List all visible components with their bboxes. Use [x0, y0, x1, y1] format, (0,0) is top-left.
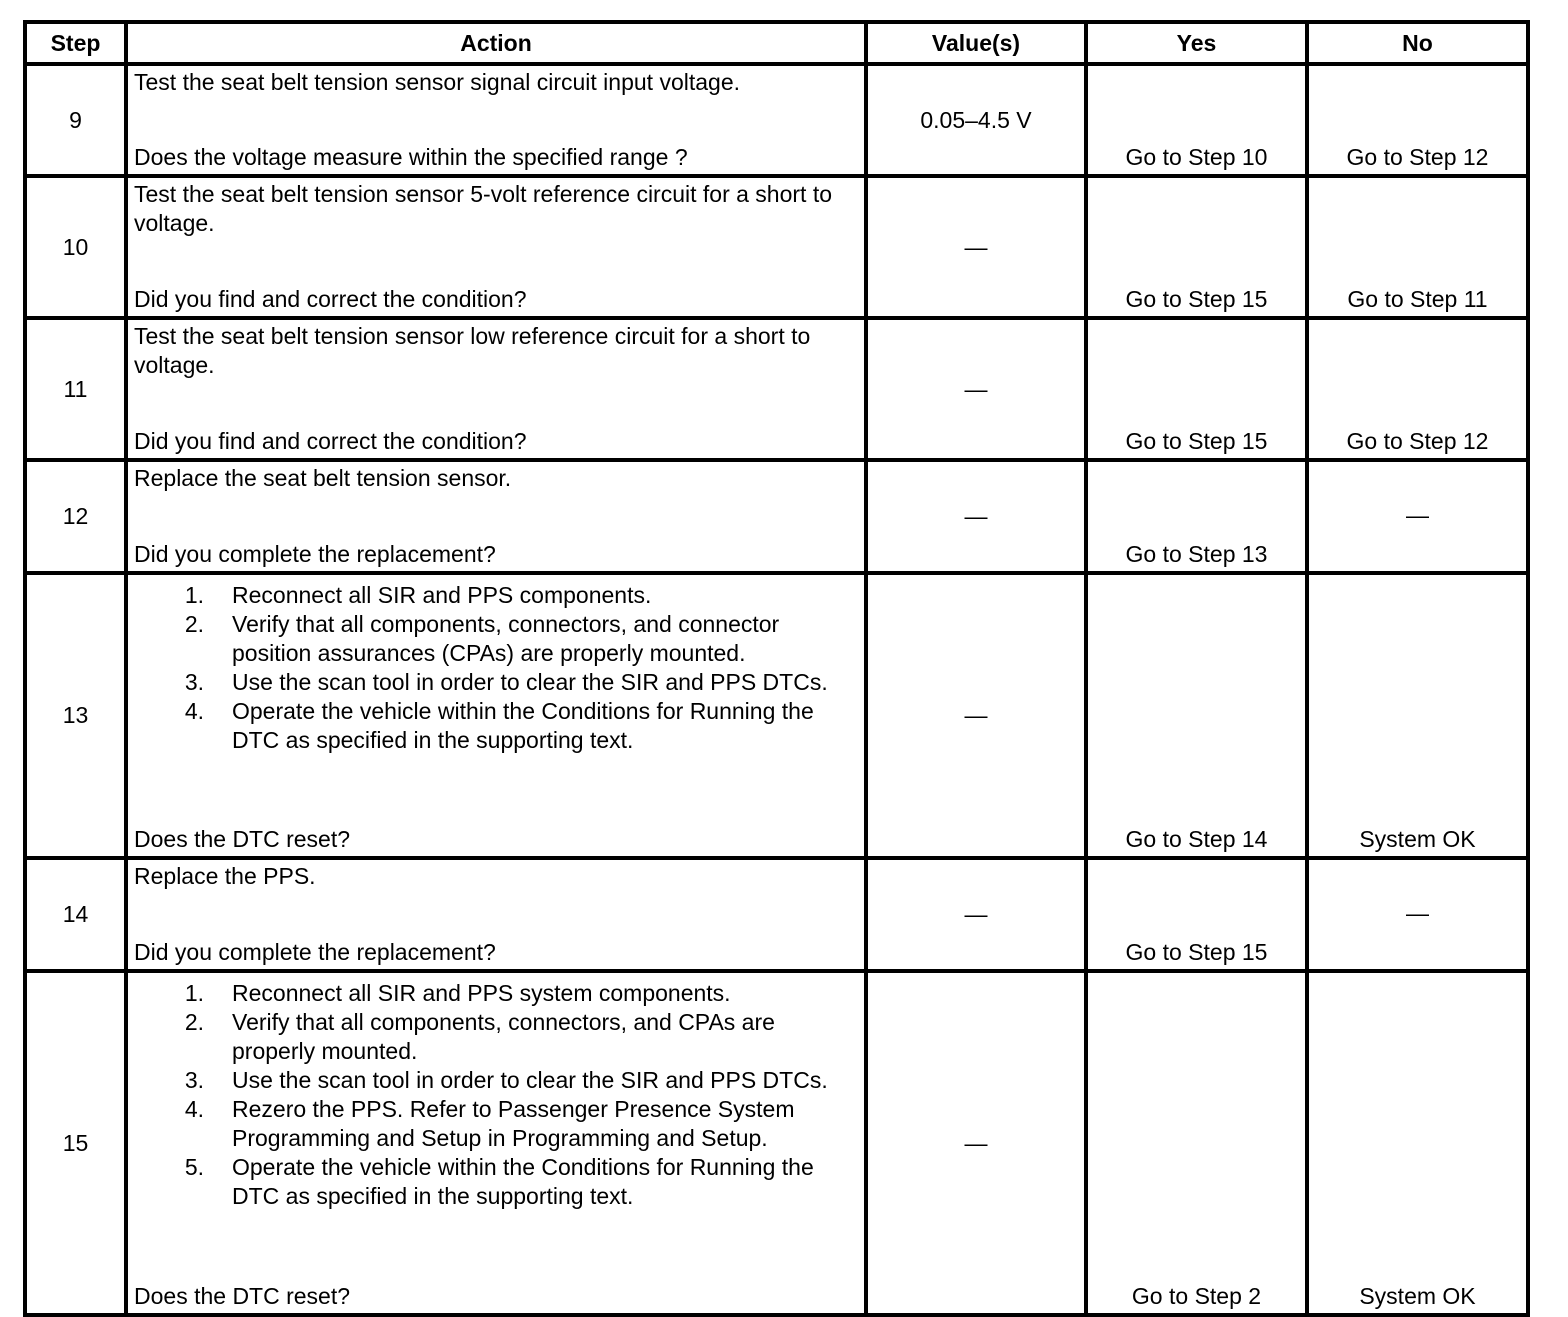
no-result: — — [1307, 460, 1528, 573]
no-result: — — [1307, 858, 1528, 971]
table-row — [25, 318, 1528, 460]
header-value: Value(s) — [866, 22, 1086, 64]
action-cell — [126, 971, 866, 1315]
procedure-list — [134, 979, 856, 1211]
yes-result: Go to Step 14 — [1086, 573, 1307, 858]
procedure-list — [134, 581, 856, 755]
list-item-text: Reconnect all SIR and PPS components. — [232, 582, 652, 608]
yes-result: Go to Step 13 — [1086, 460, 1307, 573]
step-number: 9 — [25, 64, 126, 176]
list-item-number: 4. — [184, 698, 204, 724]
no-result: System OK — [1307, 971, 1528, 1315]
action-cell — [126, 318, 866, 460]
list-item — [134, 581, 856, 610]
list-item-number: 2. — [184, 1009, 204, 1035]
list-item-number: 1. — [184, 582, 204, 608]
action-text: Replace the seat belt tension sensor. — [134, 465, 512, 491]
list-item-text: Verify that all components, connectors, and connector position assurances (CPAs) are properly mounted. — [232, 611, 780, 666]
action-cell — [126, 858, 866, 971]
header-row — [25, 22, 1528, 64]
no-result: Go to Step 12 — [1307, 64, 1528, 176]
action-text: Test the seat belt tension sensor 5-volt reference circuit for a short to voltage. — [134, 181, 833, 236]
action-question: Did you complete the replacement? — [134, 939, 496, 965]
list-item-number: 3. — [184, 1067, 204, 1093]
list-item-number: 3. — [184, 669, 204, 695]
list-item — [134, 1066, 856, 1095]
no-result: Go to Step 12 — [1307, 318, 1528, 460]
list-item-number: 4. — [184, 1096, 204, 1122]
step-number: 14 — [25, 858, 126, 971]
list-item-text: Verify that all components, connectors, and CPAs are properly mounted. — [232, 1009, 775, 1064]
list-item-number: 1. — [184, 980, 204, 1006]
table-row — [25, 971, 1528, 1315]
list-item — [134, 668, 856, 697]
action-question: Did you find and correct the condition? — [134, 286, 527, 312]
yes-result: Go to Step 15 — [1086, 318, 1307, 460]
list-item-text: Use the scan tool in order to clear the SIR and PPS DTCs. — [232, 669, 828, 695]
action-question: Does the voltage measure within the specified range ? — [134, 144, 688, 170]
action-text: Replace the PPS. — [134, 863, 316, 889]
header-no: No — [1307, 22, 1528, 64]
action-question: Does the DTC reset? — [134, 1283, 351, 1309]
list-item-text: Operate the vehicle within the Conditions for Running the DTC as specified in the supporting text. — [232, 1154, 814, 1209]
table-row — [25, 858, 1528, 971]
value-cell: — — [866, 971, 1086, 1315]
action-question: Did you complete the replacement? — [134, 541, 496, 567]
list-item — [134, 979, 856, 1008]
list-item — [134, 1153, 856, 1211]
yes-result: Go to Step 15 — [1086, 176, 1307, 318]
table-row — [25, 64, 1528, 176]
list-item-number: 2. — [184, 611, 204, 637]
list-item-text: Rezero the PPS. Refer to Passenger Presence System Programming and Setup in Programming and Setup. — [232, 1096, 795, 1151]
table-row — [25, 460, 1528, 573]
table-row — [25, 573, 1528, 858]
header-action: Action — [126, 22, 866, 64]
yes-result: Go to Step 2 — [1086, 971, 1307, 1315]
action-text: Test the seat belt tension sensor signal circuit input voltage. — [134, 69, 741, 95]
step-number: 10 — [25, 176, 126, 318]
step-number: 12 — [25, 460, 126, 573]
diagnostic-table — [23, 20, 1530, 1317]
step-number: 15 — [25, 971, 126, 1315]
action-cell — [126, 460, 866, 573]
action-text: Test the seat belt tension sensor low reference circuit for a short to voltage. — [134, 323, 811, 378]
yes-result: Go to Step 10 — [1086, 64, 1307, 176]
value-cell: — — [866, 318, 1086, 460]
action-cell — [126, 176, 866, 318]
header-step: Step — [25, 22, 126, 64]
list-item — [134, 697, 856, 755]
action-cell — [126, 64, 866, 176]
list-item-text: Operate the vehicle within the Conditions for Running the DTC as specified in the supporting text. — [232, 698, 814, 753]
value-cell: 0.05–4.5 V — [866, 64, 1086, 176]
no-result: System OK — [1307, 573, 1528, 858]
list-item-text: Use the scan tool in order to clear the SIR and PPS DTCs. — [232, 1067, 828, 1093]
list-item — [134, 610, 856, 668]
value-cell: — — [866, 176, 1086, 318]
list-item — [134, 1008, 856, 1066]
list-item-number: 5. — [184, 1154, 204, 1180]
step-number: 13 — [25, 573, 126, 858]
value-cell: — — [866, 573, 1086, 858]
action-cell — [126, 573, 866, 858]
step-number: 11 — [25, 318, 126, 460]
no-result: Go to Step 11 — [1307, 176, 1528, 318]
value-cell: — — [866, 460, 1086, 573]
yes-result: Go to Step 15 — [1086, 858, 1307, 971]
value-cell: — — [866, 858, 1086, 971]
list-item-text: Reconnect all SIR and PPS system components. — [232, 980, 731, 1006]
action-question: Did you find and correct the condition? — [134, 428, 527, 454]
list-item — [134, 1095, 856, 1153]
action-question: Does the DTC reset? — [134, 826, 351, 852]
header-yes: Yes — [1086, 22, 1307, 64]
table-row — [25, 176, 1528, 318]
